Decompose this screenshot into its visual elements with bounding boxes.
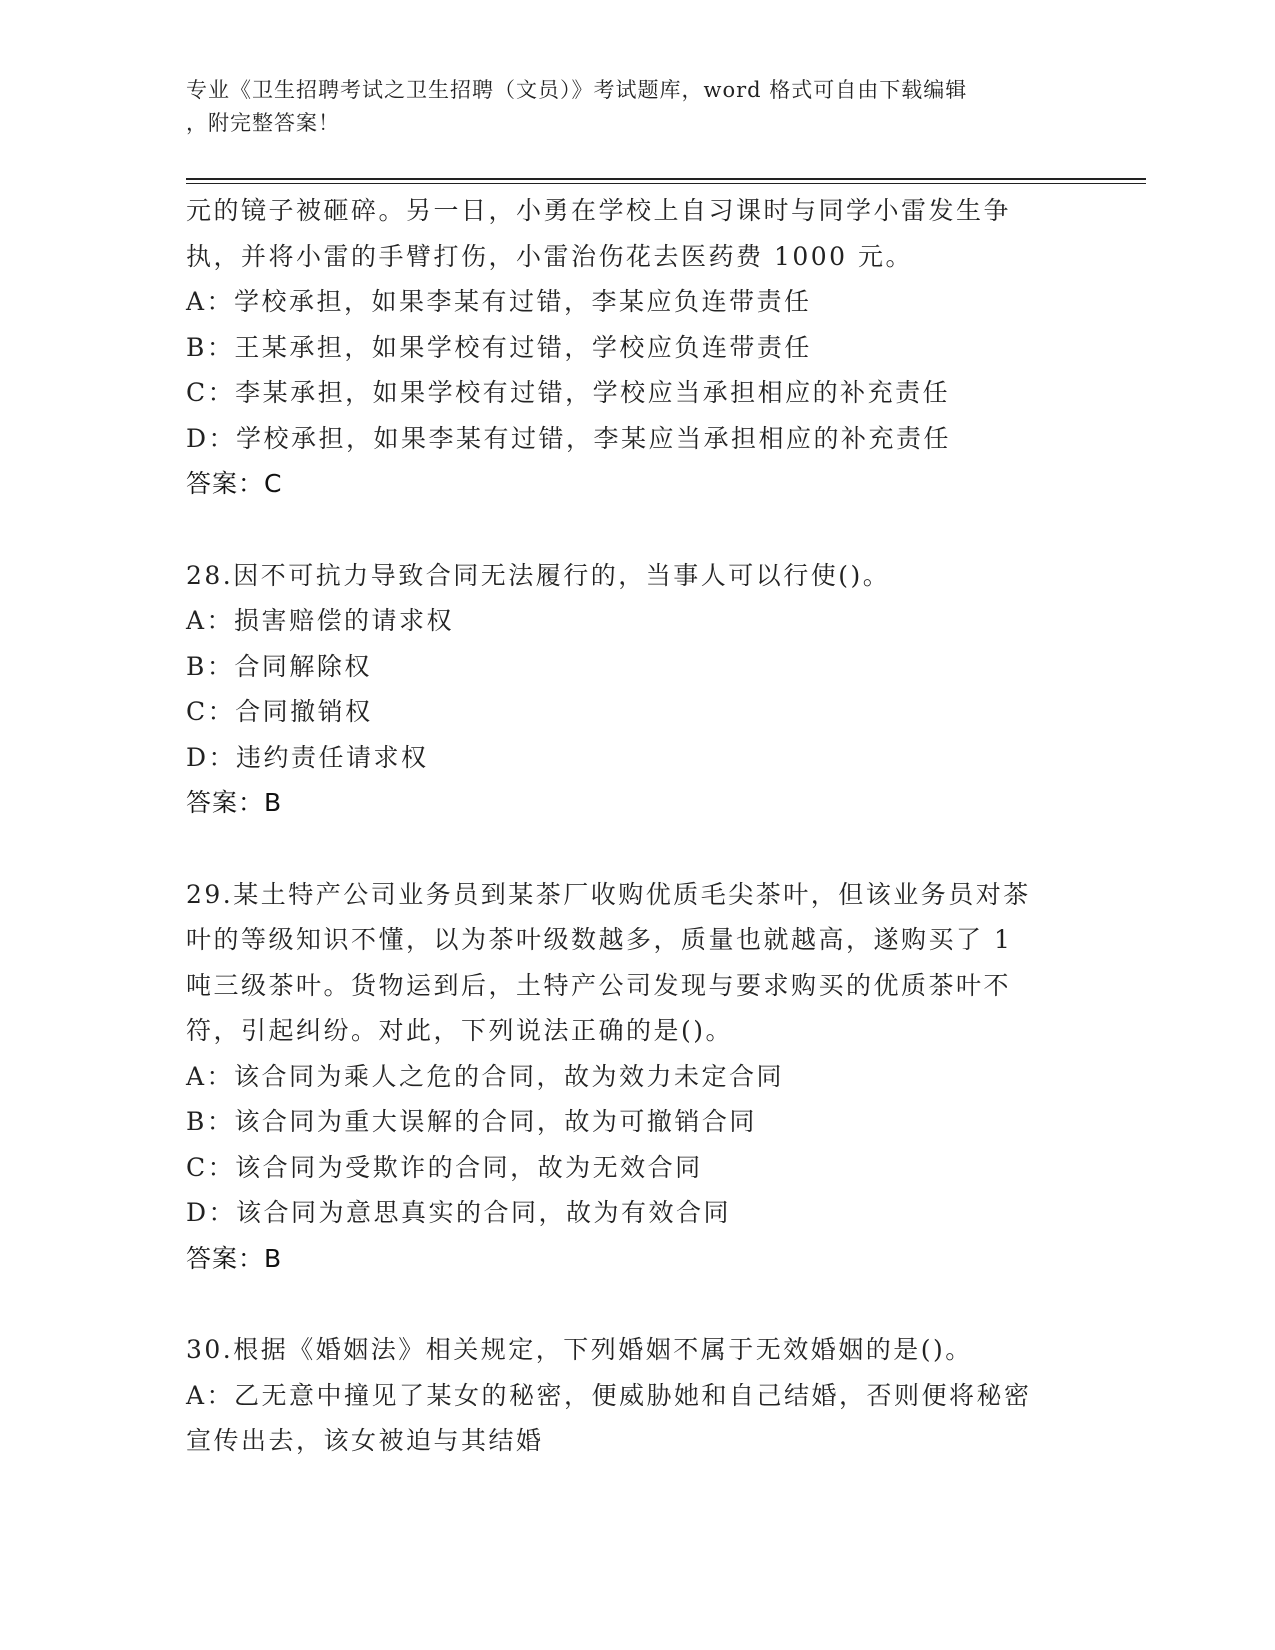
spacer	[186, 826, 1086, 872]
answer-label: 答案：B	[186, 788, 283, 817]
option-c: C：合同撤销权	[186, 697, 373, 726]
option-b: B：该合同为重大误解的合同，故为可撤销合同	[186, 1107, 757, 1136]
question-29	[186, 872, 1086, 1282]
question-stem-line: 28.因不可抗力导致合同无法履行的，当事人可以行使()。	[186, 560, 891, 590]
question-list	[186, 188, 1086, 1464]
document-header	[186, 74, 1086, 140]
header-line-1: 专业《卫生招聘考试之卫生招聘（文员）》考试题库，word 格式可自由下载编辑	[186, 78, 968, 102]
question-30	[186, 1327, 1086, 1464]
answer-label: 答案：B	[186, 1243, 283, 1273]
option-a-continued: 宣传出去，该女被迫与其结婚	[186, 1426, 544, 1455]
option-a: A：损害赔偿的请求权	[186, 606, 455, 635]
header-line-2: ，附完整答案！	[186, 111, 340, 135]
option-c: C：李某承担，如果学校有过错，学校应当承担相应的补充责任	[186, 378, 951, 407]
option-a: A：乙无意中撞见了某女的秘密，便威胁她和自己结婚，否则便将秘密	[186, 1380, 1032, 1410]
option-d: D：违约责任请求权	[186, 742, 429, 772]
question-stem-line: 30.根据《婚姻法》相关规定，下列婚姻不属于无效婚姻的是()。	[186, 1335, 973, 1364]
question-stem-line: 29.某土特产公司业务员到某茶厂收购优质毛尖茶叶，但该业务员对茶	[186, 879, 1031, 909]
option-b: B：王某承担，如果学校有过错，学校应负连带责任	[186, 332, 812, 362]
option-b: B：合同解除权	[186, 651, 372, 681]
option-a: A：该合同为乘人之危的合同，故为效力未定合同	[186, 1061, 785, 1091]
answer-label: 答案：C	[186, 469, 283, 498]
header-divider-thin	[186, 183, 1146, 184]
option-d: D：该合同为意思真实的合同，故为有效合同	[186, 1198, 732, 1227]
question-stem-line: 吨三级茶叶。货物运到后，土特产公司发现与要求购买的优质茶叶不	[186, 970, 1012, 1000]
question-stem-line: 符，引起纠纷。对此，下列说法正确的是()。	[186, 1016, 734, 1045]
question-27	[186, 188, 1086, 507]
spacer	[186, 507, 1086, 553]
question-28	[186, 553, 1086, 826]
header-divider-thick	[186, 178, 1146, 180]
option-d: D：学校承担，如果李某有过错，李某应当承担相应的补充责任	[186, 423, 952, 453]
question-stem-line: 元的镜子被砸碎。另一日，小勇在学校上自习课时与同学小雷发生争	[186, 196, 1012, 225]
option-c: C：该合同为受欺诈的合同，故为无效合同	[186, 1152, 703, 1182]
spacer	[186, 1281, 1086, 1327]
question-stem-line: 叶的等级知识不懂，以为茶叶级数越多，质量也就越高，遂购买了 1	[186, 925, 1013, 954]
question-stem-line: 执，并将小雷的手臂打伤，小雷治伤花去医药费 1000 元。	[186, 241, 914, 271]
option-a: A：学校承担，如果李某有过错，李某应负连带责任	[186, 287, 812, 316]
